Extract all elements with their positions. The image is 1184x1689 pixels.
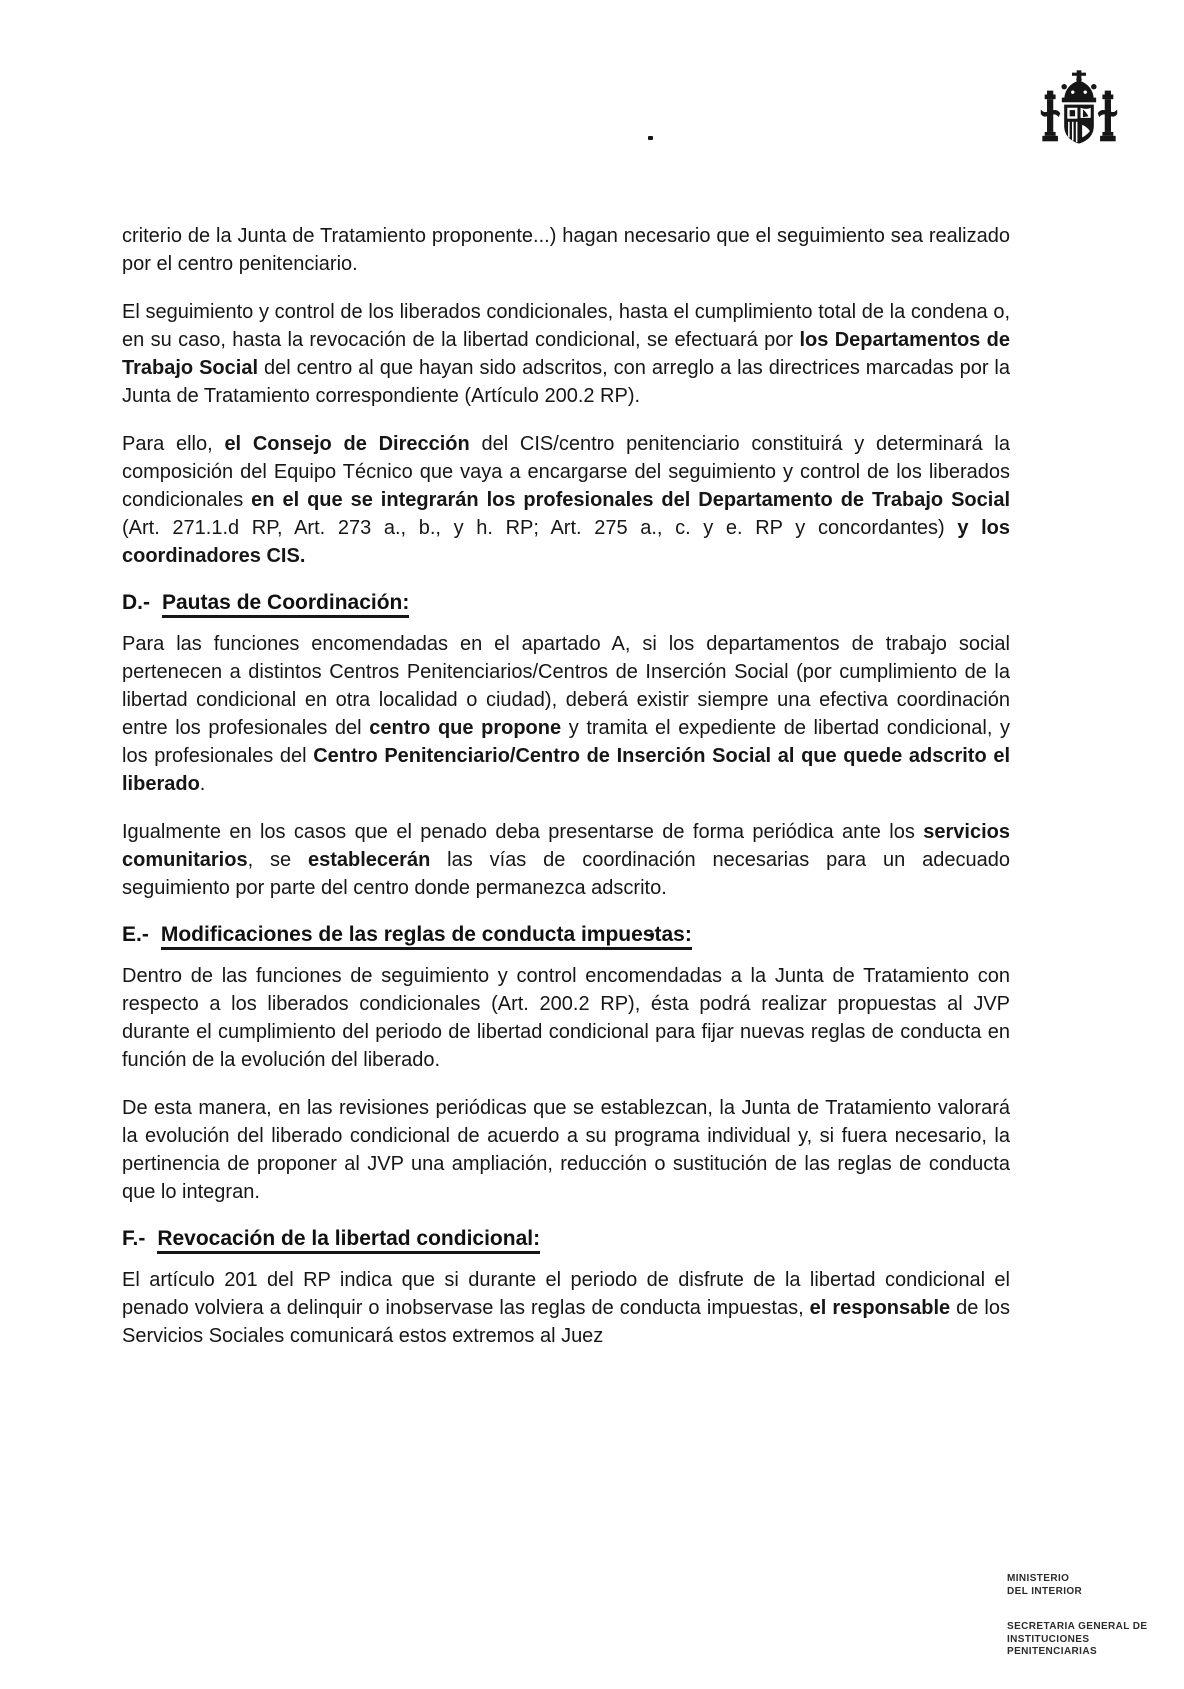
text-segment: El seguimiento y control de los liberados condicionales, hasta el cumplimiento total de la condena o, en su caso, hasta la revocación de la libertad condicional, se efectuará por xyxy=(122,301,1010,351)
section-letter: F.- xyxy=(122,1227,146,1250)
page-footer xyxy=(1007,1573,1177,1659)
paragraph xyxy=(122,818,1010,902)
paragraph xyxy=(122,430,1010,570)
bold-text-segment: Centro Penitenciario/Centro de Inserción Social al que quede adscrito el liberado xyxy=(122,745,1011,795)
section-letter: E.- xyxy=(122,923,149,946)
text-segment: Igualmente en los casos que el penado deba presentarse de forma periódica ante los xyxy=(122,821,924,843)
paragraph xyxy=(122,1266,1010,1350)
bold-text-segment: en el que se integrarán los profesionales del Departamento de Trabajo Social xyxy=(251,489,1010,511)
bold-text-segment: servicios comunitarios xyxy=(122,821,1010,871)
section-heading xyxy=(122,922,1010,948)
text-segment: Dentro de las funciones de seguimiento y control encomendadas a la Junta de Tratamiento con respecto a los liberados condicionales (Art. 200.2 RP), ésta podrá realizar propuestas al JVP durante el cumplimiento del periodo de libertad condicional para fijar nuevas reglas de conducta en función de la evolución del liberado. xyxy=(122,965,1010,1071)
text-segment: del CIS/centro penitenciario constituirá y determinará la composición del Equipo Técnico que vaya a encargarse del seguimiento y control de los liberados condicionales xyxy=(122,433,1010,511)
footer-line: MINISTERIO xyxy=(1007,1573,1070,1584)
bold-text-segment: establecerán xyxy=(308,849,431,871)
paragraph xyxy=(122,222,1010,278)
footer-line: SECRETARIA GENERAL DE xyxy=(1007,1621,1148,1632)
bold-text-segment: los Departamentos de Trabajo Social xyxy=(122,329,1010,379)
bold-text-segment: el responsable xyxy=(809,1297,951,1319)
text-segment: El artículo 201 del RP indica que si durante el periodo de disfrute de la libertad condicional el penado volviera a delinquir o inobservase las reglas de conducta impuestas, xyxy=(122,1269,1010,1319)
text-segment: Para ello, xyxy=(122,433,225,455)
paragraph xyxy=(122,298,1010,410)
text-segment: de los Servicios Sociales comunicará estos extremos al Juez xyxy=(122,1297,1010,1347)
text-segment: De esta manera, en las revisiones periódicas que se establezcan, la Junta de Tratamiento valorará la evolución del liberado condicional de acuerdo a su programa individual y, si fuera necesario, la pertinencia de proponer al JVP una ampliación, reducción o sustitución de las reglas de conducta que lo integran. xyxy=(122,1097,1010,1203)
text-segment: (Art. 271.1.d RP, Art. 273 a., b., y h. RP; Art. 275 a., c. y e. RP y concordantes) xyxy=(122,517,958,539)
section-letter: D.- xyxy=(122,591,150,614)
footer-secretariat xyxy=(1007,1621,1177,1659)
scan-artifact-dot xyxy=(648,136,653,140)
paragraph xyxy=(122,630,1010,798)
paragraph xyxy=(122,1094,1010,1206)
section-title: Revocación de la libertad condicional: xyxy=(157,1227,540,1254)
text-segment: las vías de coordinación necesarias para un adecuado seguimiento por parte del centro donde permanezca adscrito. xyxy=(122,849,1010,899)
text-segment: . xyxy=(199,773,206,795)
section-title: Pautas de Coordinación: xyxy=(162,591,409,618)
text-segment: del centro al que hayan sido adscritos, con arreglo a las directrices marcadas por la Junta de Tratamiento correspondiente (Artículo 200.2 RP). xyxy=(122,357,1011,407)
spain-coat-of-arms-icon xyxy=(1040,70,1118,158)
text-segment: , se xyxy=(247,849,308,871)
footer-line: PENITENCIARIAS xyxy=(1007,1646,1098,1657)
text-segment: Para las funciones encomendadas en el apartado A, si los departamentos de trabajo social pertenecen a distintos Centros Penitenciarios/Centros de Inserción Social (por cumplimiento de la libertad condicional en otra localidad o ciudad), deberá existir siempre una efectiva coordinación entre los profesionales del xyxy=(122,633,1010,739)
paragraph xyxy=(122,962,1010,1074)
footer-line: INSTITUCIONES xyxy=(1007,1633,1090,1645)
bold-text-segment: centro que propone xyxy=(369,717,562,739)
footer-ministry xyxy=(1007,1573,1177,1598)
document-content xyxy=(122,222,1010,1370)
section-title: Modificaciones de las reglas de conducta impuestas: xyxy=(161,923,692,950)
bold-text-segment: y los coordinadores CIS. xyxy=(122,517,1010,567)
text-segment: y tramita el expediente de libertad condicional, y los profesionales del xyxy=(122,717,1010,767)
section-heading xyxy=(122,590,1010,616)
footer-line: DEL INTERIOR xyxy=(1007,1585,1083,1597)
section-heading xyxy=(122,1226,1010,1252)
text-segment: criterio de la Junta de Tratamiento proponente...) hagan necesario que el seguimiento sea realizado por el centro penitenciario. xyxy=(122,225,1010,275)
bold-text-segment: el Consejo de Dirección xyxy=(224,433,470,455)
